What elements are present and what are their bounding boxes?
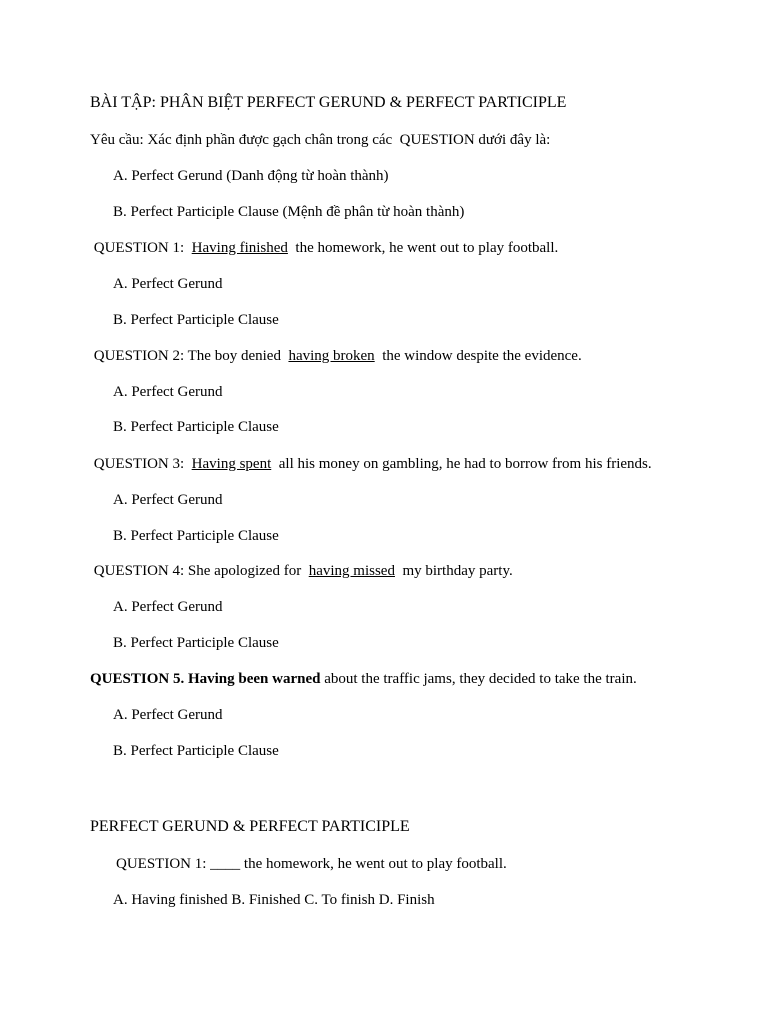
exercise-2-question-1-options: A. Having finished B. Finished C. To finish D. Finish (113, 892, 435, 908)
question-5-suffix: about the traffic jams, they decided to take the train. (320, 671, 637, 687)
question-1-option-b: B. Perfect Participle Clause (113, 312, 279, 328)
question-5-prefix: QUESTION 5. (90, 671, 188, 687)
question-4-option-b: B. Perfect Participle Clause (113, 635, 279, 651)
question-1-option-a: A. Perfect Gerund (113, 276, 223, 292)
question-3-underlined-phrase: Having spent (191, 456, 272, 472)
exercise-2-question-1: QUESTION 1: ____ the homework, he went out to play football. (116, 856, 507, 872)
question-2-option-b: B. Perfect Participle Clause (113, 419, 279, 435)
question-2-prefix: QUESTION 2: The boy denied (90, 348, 289, 364)
question-5-option-a: A. Perfect Gerund (113, 707, 223, 723)
question-5-option-b: B. Perfect Participle Clause (113, 743, 279, 759)
question-4-option-a: A. Perfect Gerund (113, 599, 223, 615)
question-3-option-b: B. Perfect Participle Clause (113, 528, 279, 544)
instruction-text: Yêu cầu: Xác định phần được gạch chân trong các QUESTION dưới đây là: (90, 132, 551, 148)
option-a-definition: A. Perfect Gerund (Danh động từ hoàn thành) (113, 168, 389, 184)
question-2-option-a: A. Perfect Gerund (113, 384, 223, 400)
question-4 (90, 562, 513, 580)
question-1 (90, 239, 558, 257)
question-5 (90, 670, 637, 688)
exercise-1-title: BÀI TẬP: PHÂN BIỆT PERFECT GERUND & PERFECT PARTICIPLE (90, 94, 567, 111)
question-2-suffix: the window despite the evidence. (374, 348, 582, 364)
question-2-underlined-phrase: having broken (288, 348, 375, 364)
question-1-prefix: QUESTION 1: (90, 240, 192, 256)
question-4-suffix: my birthday party. (394, 563, 513, 579)
question-1-suffix: the homework, he went out to play football. (287, 240, 559, 256)
question-3 (90, 455, 652, 473)
option-b-definition: B. Perfect Participle Clause (Mệnh đề phân từ hoàn thành) (113, 204, 465, 220)
question-5-bold-phrase: Having been warned (187, 671, 321, 687)
question-4-prefix: QUESTION 4: She apologized for (90, 563, 309, 579)
question-4-underlined-phrase: having missed (308, 563, 395, 579)
exercise-2-title: PERFECT GERUND & PERFECT PARTICIPLE (90, 818, 410, 835)
question-3-suffix: all his money on gambling, he had to borrow from his friends. (271, 456, 652, 472)
question-3-option-a: A. Perfect Gerund (113, 492, 223, 508)
question-3-prefix: QUESTION 3: (90, 456, 192, 472)
question-1-underlined-phrase: Having finished (191, 240, 288, 256)
question-2 (90, 347, 582, 365)
